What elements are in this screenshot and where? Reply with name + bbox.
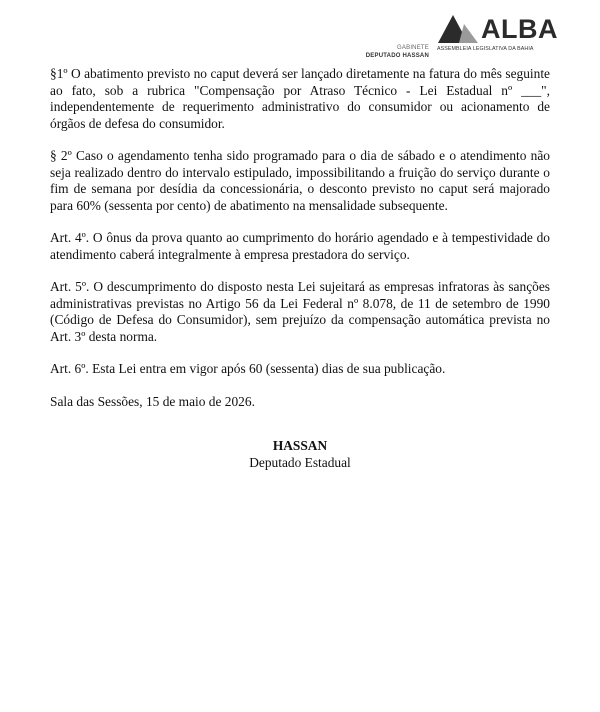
article-6: Art. 6º. Esta Lei entra em vigor após 60 (sessenta) dias de sua publicação. — [50, 361, 446, 376]
document-body — [50, 66, 550, 471]
article-5: Art. 5º. O descumprimento do disposto nesta Lei sujeitará as empresas infratoras às sanções administrativas previstas no Artigo 56 da Lei Federal nº 8.078, de 11 de setembro de 1990 (Código de Defesa do Consumidor), sem prejuízo da compensação automática prevista no Art. 3º desta norma. — [50, 279, 550, 344]
article-4: Art. 4º. O ônus da prova quanto ao cumprimento do horário agendado e à tempestividade do atendimento caberá integralmente à empresa prestadora do serviço. — [50, 230, 550, 262]
gabinete-title: GABINETE — [397, 45, 429, 51]
alba-logo-row — [437, 14, 558, 44]
alba-logo — [437, 14, 558, 53]
session-date: Sala das Sessões, 15 de maio de 2026. — [50, 393, 255, 409]
gabinete-deputy-name: DEPUTADO HASSAN — [365, 53, 429, 59]
alba-logo-subtitle: ASSEMBLEIA LEGISLATIVA DA BAHIA — [437, 46, 534, 52]
signature-name: HASSAN — [272, 438, 328, 453]
signature-block — [50, 438, 550, 471]
alba-logo-word: ALBA — [481, 14, 558, 44]
document-header — [366, 14, 558, 60]
triangle-mountain-logo-icon — [437, 14, 479, 44]
paragraph-1: §1º O abatimento previsto no caput deverá ser lançado diretamente na fatura do mês seguinte ao fato, sob a rubrica "Compensação por Atraso Técnico - Lei Estadual nº ___", independentemente de requerimento administrativo do consumidor ou acionamento de órgãos de defesa do consumidor. — [50, 66, 550, 131]
gabinete-label — [366, 44, 429, 60]
paragraph-2: § 2º Caso o agendamento tenha sido programado para o dia de sábado e o atendimento não seja realizado dentro do intervalo estipulado, impossibilitando a fruição do serviço durante o fim de semana por desídia da concessionária, o desconto previsto no caput será majorado para 60% (sessenta por cento) de abatimento na mensalidade subsequente. — [50, 148, 550, 213]
signature-role: Deputado Estadual — [249, 454, 351, 470]
